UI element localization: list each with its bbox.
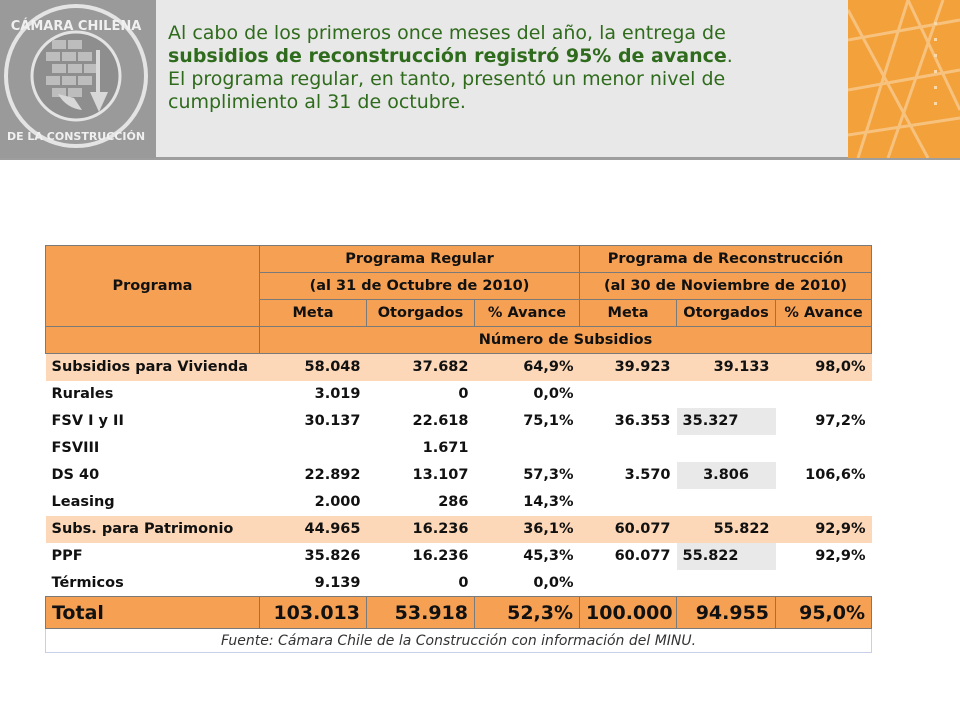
subheader-meta-regular: Meta: [260, 300, 367, 327]
cell-regular-avance: 45,3%: [475, 543, 580, 570]
row-label: PPF: [46, 543, 260, 570]
cell-regular-meta: 44.965: [260, 516, 367, 543]
group-header-regular: Programa Regular: [260, 246, 580, 273]
cell-regular-meta: 2.000: [260, 489, 367, 516]
cell-recon-meta: [580, 381, 677, 408]
total-recon-avance: 95,0%: [776, 597, 872, 629]
cchc-logo-icon: [0, 0, 156, 158]
total-row: [46, 597, 872, 629]
total-label: Total: [46, 597, 260, 629]
cell-recon-meta: 3.570: [580, 462, 677, 489]
cell-recon-meta: 60.077: [580, 516, 677, 543]
row-label: DS 40: [46, 462, 260, 489]
cell-regular-otorgados: 16.236: [367, 543, 475, 570]
row-label: FSV I y II: [46, 408, 260, 435]
cell-recon-otorgados: 3.806: [677, 462, 776, 489]
total-regular-meta: 103.013: [260, 597, 367, 629]
row-label: Rurales: [46, 381, 260, 408]
cell-recon-otorgados: 39.133: [677, 354, 776, 381]
cell-regular-otorgados: 286: [367, 489, 475, 516]
source-note: Fuente: Cámara Chile de la Construcción con información del MINU.: [46, 629, 872, 653]
table-row: [46, 381, 872, 408]
header-row-1: [46, 246, 872, 273]
heading-highlight: subsidios de reconstrucción registró 95% de avance: [168, 45, 727, 67]
cell-regular-meta: 22.892: [260, 462, 367, 489]
cell-recon-otorgados: [677, 435, 776, 462]
cell-recon-otorgados: 55.822: [677, 516, 776, 543]
cell-regular-avance: 0,0%: [475, 570, 580, 597]
subheader-otorgados-regular: Otorgados: [367, 300, 475, 327]
cell-regular-meta: 3.019: [260, 381, 367, 408]
cell-recon-avance: [776, 489, 872, 516]
subsidies-table: [45, 245, 872, 653]
row-label: Subsidios para Vivienda: [46, 354, 260, 381]
source-row: [46, 629, 872, 653]
cell-recon-avance: 92,9%: [776, 543, 872, 570]
row-label: FSVIII: [46, 435, 260, 462]
table-row: [46, 543, 872, 570]
cell-regular-avance: 75,1%: [475, 408, 580, 435]
cell-recon-meta: [580, 570, 677, 597]
total-regular-otorgados: 53.918: [367, 597, 475, 629]
group-date-reconstruccion: (al 30 de Noviembre de 2010): [580, 273, 872, 300]
cell-recon-meta: 60.077: [580, 543, 677, 570]
scaffold-icon: [848, 0, 960, 158]
heading-period: .: [726, 45, 733, 67]
cell-recon-avance: [776, 570, 872, 597]
svg-text:CÁMARA CHILENA: CÁMARA CHILENA: [10, 19, 142, 34]
cell-regular-otorgados: 0: [367, 381, 475, 408]
total-regular-avance: 52,3%: [475, 597, 580, 629]
cell-regular-otorgados: 13.107: [367, 462, 475, 489]
cell-recon-otorgados: [677, 570, 776, 597]
units-row: [46, 327, 872, 354]
table-row: [46, 516, 872, 543]
units-row-blank: [46, 327, 260, 354]
group-date-regular: (al 31 de Octubre de 2010): [260, 273, 580, 300]
total-recon-otorgados: 94.955: [677, 597, 776, 629]
cell-regular-otorgados: 37.682: [367, 354, 475, 381]
cell-recon-otorgados: [677, 489, 776, 516]
table-row: [46, 408, 872, 435]
cell-regular-avance: 36,1%: [475, 516, 580, 543]
table-row: [46, 489, 872, 516]
table-row: [46, 462, 872, 489]
subsidies-table-container: [45, 245, 871, 653]
cell-regular-meta: 9.139: [260, 570, 367, 597]
col-header-programa: Programa: [46, 246, 260, 327]
subheader-avance-reconstruccion: % Avance: [776, 300, 872, 327]
cell-regular-otorgados: 1.671: [367, 435, 475, 462]
row-label: Leasing: [46, 489, 260, 516]
units-label: Número de Subsidios: [260, 327, 872, 354]
cell-regular-otorgados: 22.618: [367, 408, 475, 435]
cell-regular-avance: 0,0%: [475, 381, 580, 408]
heading-line-3: El programa regular, en tanto, presentó un menor nivel de: [168, 68, 726, 90]
cell-regular-otorgados: 16.236: [367, 516, 475, 543]
cell-recon-meta: [580, 489, 677, 516]
cell-recon-meta: 36.353: [580, 408, 677, 435]
heading-line-4: cumplimiento al 31 de octubre.: [168, 91, 466, 113]
subheader-meta-reconstruccion: Meta: [580, 300, 677, 327]
cell-recon-avance: 97,2%: [776, 408, 872, 435]
row-label: Térmicos: [46, 570, 260, 597]
cell-regular-meta: [260, 435, 367, 462]
cell-regular-otorgados: 0: [367, 570, 475, 597]
cell-regular-meta: 58.048: [260, 354, 367, 381]
cell-recon-avance: [776, 435, 872, 462]
cell-recon-avance: 106,6%: [776, 462, 872, 489]
table-row: [46, 354, 872, 381]
cell-recon-otorgados: [677, 381, 776, 408]
cell-regular-meta: 30.137: [260, 408, 367, 435]
cell-recon-avance: 92,9%: [776, 516, 872, 543]
row-label: Subs. para Patrimonio: [46, 516, 260, 543]
cell-recon-otorgados: 35.327: [677, 408, 776, 435]
svg-text:DE LA CONSTRUCCIÓN: DE LA CONSTRUCCIÓN: [6, 130, 146, 143]
cell-regular-avance: [475, 435, 580, 462]
cell-recon-avance: 98,0%: [776, 354, 872, 381]
subheader-avance-regular: % Avance: [475, 300, 580, 327]
table-row: [46, 435, 872, 462]
decorative-scaffold-image: [848, 0, 960, 158]
cell-recon-otorgados: 55.822: [677, 543, 776, 570]
heading-line-2: [168, 45, 838, 68]
subheader-otorgados-reconstruccion: Otorgados: [677, 300, 776, 327]
cell-regular-meta: 35.826: [260, 543, 367, 570]
cell-regular-avance: 14,3%: [475, 489, 580, 516]
cell-recon-meta: [580, 435, 677, 462]
table-row: [46, 570, 872, 597]
cell-recon-avance: [776, 381, 872, 408]
group-header-reconstruccion: Programa de Reconstrucción: [580, 246, 872, 273]
cell-regular-avance: 57,3%: [475, 462, 580, 489]
slide-heading: [168, 22, 838, 114]
heading-line-1: Al cabo de los primeros once meses del año, la entrega de: [168, 22, 726, 44]
cell-regular-avance: 64,9%: [475, 354, 580, 381]
total-recon-meta: 100.000: [580, 597, 677, 629]
cell-recon-meta: 39.923: [580, 354, 677, 381]
cchc-logo: [0, 0, 156, 158]
